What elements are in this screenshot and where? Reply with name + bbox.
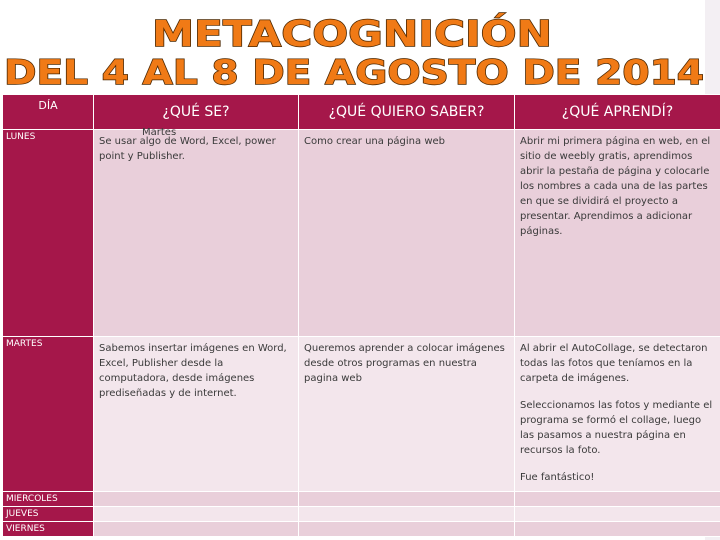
cell-aprendi [515,337,720,492]
banner-title: METACOGNICIÓN [152,14,493,55]
table-row [3,492,720,507]
cell-aprendi: Abrir mi primera página en web, en el sitio de weebly gratis, aprendimos abrir la pestaña de página y colocarle los nombres a cada una de las partes en que se dividirá el proyecto a presentar. Aprendimos a adicionar páginas. [515,130,720,337]
day-label: MARTES [3,337,94,492]
cell-que-se: Se usar algo de Word, Excel, power point y Publisher. [94,130,299,337]
aprendi-paragraph: Fue fantástico! [520,472,595,483]
cell-aprendi [515,522,720,537]
table-row [3,337,720,492]
cell-quiero-saber: Como crear una página web [299,130,515,337]
day-label: MIERCOLES [3,492,94,507]
table-row [3,522,720,537]
cell-que-se [94,507,299,522]
banner-subtitle: DEL 4 AL 8 DE AGOSTO DE 2014 [4,53,704,93]
cell-aprendi [515,492,720,507]
cell-quiero-saber [299,492,515,507]
day-label: VIERNES [3,522,94,537]
cell-que-se [94,492,299,507]
overlapping-text: Martes [142,127,177,138]
header-aprendi: ¿QUÉ APRENDÍ? [515,95,720,130]
cell-quiero-saber [299,522,515,537]
title-banner [0,0,720,96]
header-dia: DÍA [3,95,94,130]
table-header-row [3,95,720,130]
cell-que-se [94,522,299,537]
header-quiero-saber: ¿QUÉ QUIERO SABER? [299,95,515,130]
table-row [3,507,720,522]
cell-que-se: Sabemos insertar imágenes en Word, Excel, Publisher desde la computadora, desde imágenes prediseñadas y de internet. [94,337,299,492]
metacognition-table [2,94,720,537]
cell-quiero-saber [299,507,515,522]
aprendi-paragraph: Al abrir el AutoCollage, se detectaron todas las fotos que teníamos en la carpeta de imágenes. [520,343,708,384]
cell-aprendi [515,507,720,522]
aprendi-paragraph: Seleccionamos las fotos y mediante el programa se formó el collage, luego las pasamos a nuestra página en recursos la foto. [520,400,713,456]
cell-quiero-saber: Queremos aprender a colocar imágenes desde otros programas en nuestra pagina web [299,337,515,492]
day-label: LUNES [3,130,94,337]
header-que-se: ¿QUÉ SE? [94,95,299,130]
day-label: JUEVES [3,507,94,522]
table-row [3,130,720,337]
